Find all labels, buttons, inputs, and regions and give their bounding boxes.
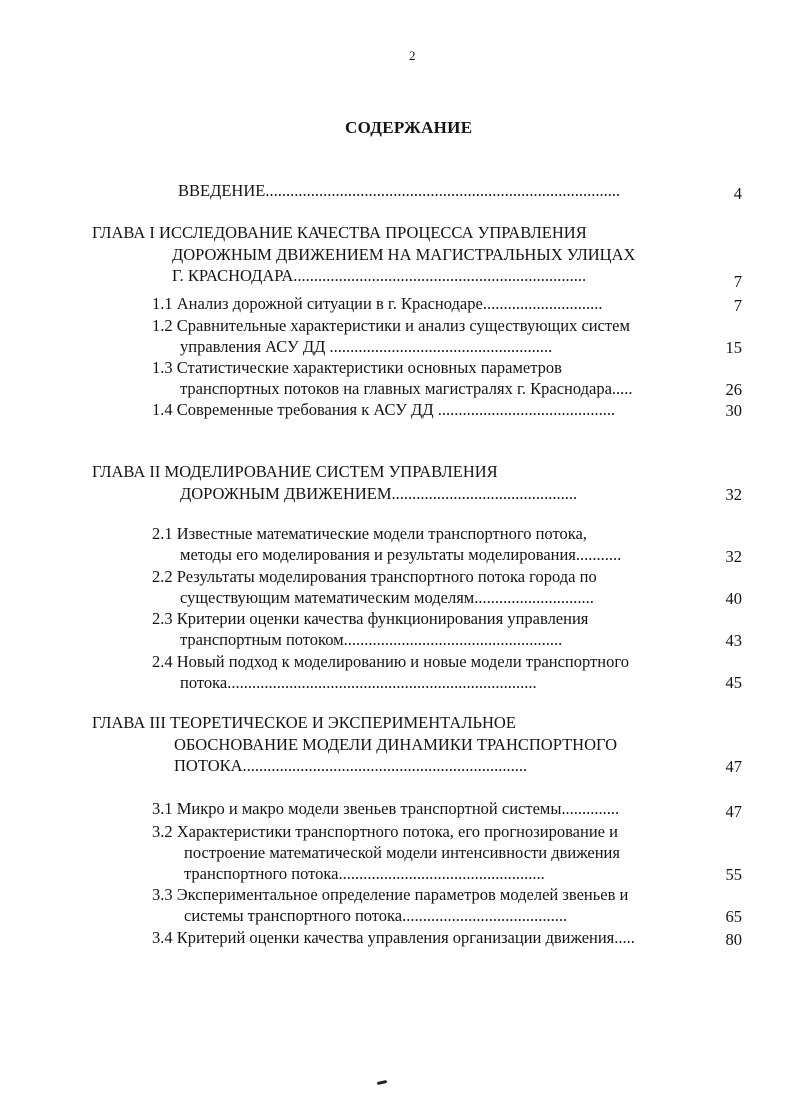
toc-entry-3-3-line2: системы транспортного потока........................................	[184, 906, 568, 925]
chapter2-title-line1: ГЛАВА II МОДЕЛИРОВАНИЕ СИСТЕМ УПРАВЛЕНИЯ	[92, 462, 498, 481]
toc-page-3-1: 47	[725, 802, 742, 821]
toc-page-2-2: 40	[725, 589, 742, 608]
toc-page-1-4: 30	[725, 401, 742, 420]
contents-title: СОДЕРЖАНИЕ	[345, 118, 473, 137]
toc-page-3-4: 80	[725, 930, 742, 949]
toc-entry-1-2-line2: управления АСУ ДД ......................................................	[180, 337, 553, 356]
toc-entry-1-4: 1.4 Современные требования к АСУ ДД ...........................................	[152, 400, 616, 419]
toc-entry-1-1: 1.1 Анализ дорожной ситуации в г. Краснодаре.............................	[152, 294, 603, 313]
toc-entry-2-1-line1: 2.1 Известные математические модели транспортного потока,	[152, 524, 587, 543]
toc-page-3-2: 55	[725, 865, 742, 884]
toc-entry-3-2-line1: 3.2 Характеристики транспортного потока, его прогнозирование и	[152, 822, 618, 841]
toc-entry-2-4-line2: потока...........................................................................	[180, 673, 537, 692]
toc-entry-1-2-line1: 1.2 Сравнительные характеристики и анализ существующих систем	[152, 316, 630, 335]
toc-page-chapter2: 32	[725, 485, 742, 504]
toc-page-chapter3: 47	[725, 757, 742, 776]
toc-page-2-4: 45	[725, 673, 742, 692]
scan-mark	[377, 1080, 387, 1085]
chapter1-title-line2: ДОРОЖНЫМ ДВИЖЕНИЕМ НА МАГИСТРАЛЬНЫХ УЛИЦАХ	[172, 245, 636, 264]
chapter3-title-line2: ОБОСНОВАНИЕ МОДЕЛИ ДИНАМИКИ ТРАНСПОРТНОГО	[174, 735, 618, 754]
toc-entry-2-2-line1: 2.2 Результаты моделирования транспортного потока города по	[152, 567, 597, 586]
toc-entry-2-2-line2: существующим математическим моделям.............................	[180, 588, 594, 607]
toc-entry-2-4-line1: 2.4 Новый подход к моделированию и новые модели транспортного	[152, 652, 629, 671]
chapter2-title-line2: ДОРОЖНЫМ ДВИЖЕНИЕМ.............................................	[180, 484, 578, 503]
toc-page-chapter1: 7	[733, 272, 742, 291]
toc-entry-3-2-line3: транспортного потока..................................................	[184, 864, 545, 883]
toc-entry-3-2-line2: построение математической модели интенсивности движения	[184, 843, 620, 862]
toc-entry-2-3-line2: транспортным потоком.....................................................	[180, 630, 563, 649]
page-number: 2	[409, 48, 416, 63]
chapter1-title-line1: ГЛАВА I ИССЛЕДОВАНИЕ КАЧЕСТВА ПРОЦЕССА УПРАВЛЕНИЯ	[92, 223, 587, 242]
toc-page-1-2: 15	[725, 338, 742, 357]
toc-entry-3-4: 3.4 Критерий оценки качества управления организации движения.....	[152, 928, 635, 947]
toc-entry-1-3-line1: 1.3 Статистические характеристики основных параметров	[152, 358, 562, 377]
toc-page-intro: 4	[733, 184, 742, 203]
toc-page-3-3: 65	[725, 907, 742, 926]
toc-page-1-3: 26	[725, 380, 742, 399]
toc-entry-2-1-line2: методы его моделирования и результаты моделирования...........	[180, 545, 622, 564]
toc-page-2-3: 43	[725, 631, 742, 650]
toc-entry-2-3-line1: 2.3 Критерии оценки качества функционирования управления	[152, 609, 589, 628]
toc-page-1-1: 7	[733, 296, 742, 315]
toc-entry-3-3-line1: 3.3 Экспериментальное определение параметров моделей звеньев и	[152, 885, 629, 904]
toc-entry-1-3-line2: транспортных потоков на главных магистралях г. Краснодара.....	[180, 379, 633, 398]
chapter1-title-line3: Г. КРАСНОДАРА.......................................................................	[172, 266, 587, 285]
toc-entry-3-1: 3.1 Микро и макро модели звеньев транспортной системы..............	[152, 799, 620, 818]
chapter3-title-line3: ПОТОКА.....................................................................	[174, 756, 528, 775]
toc-page-2-1: 32	[725, 547, 742, 566]
chapter3-title-line1: ГЛАВА III ТЕОРЕТИЧЕСКОЕ И ЭКСПЕРИМЕНТАЛЬНОЕ	[92, 713, 516, 732]
toc-entry-intro: ВВЕДЕНИЕ......................................................................................	[178, 181, 621, 200]
